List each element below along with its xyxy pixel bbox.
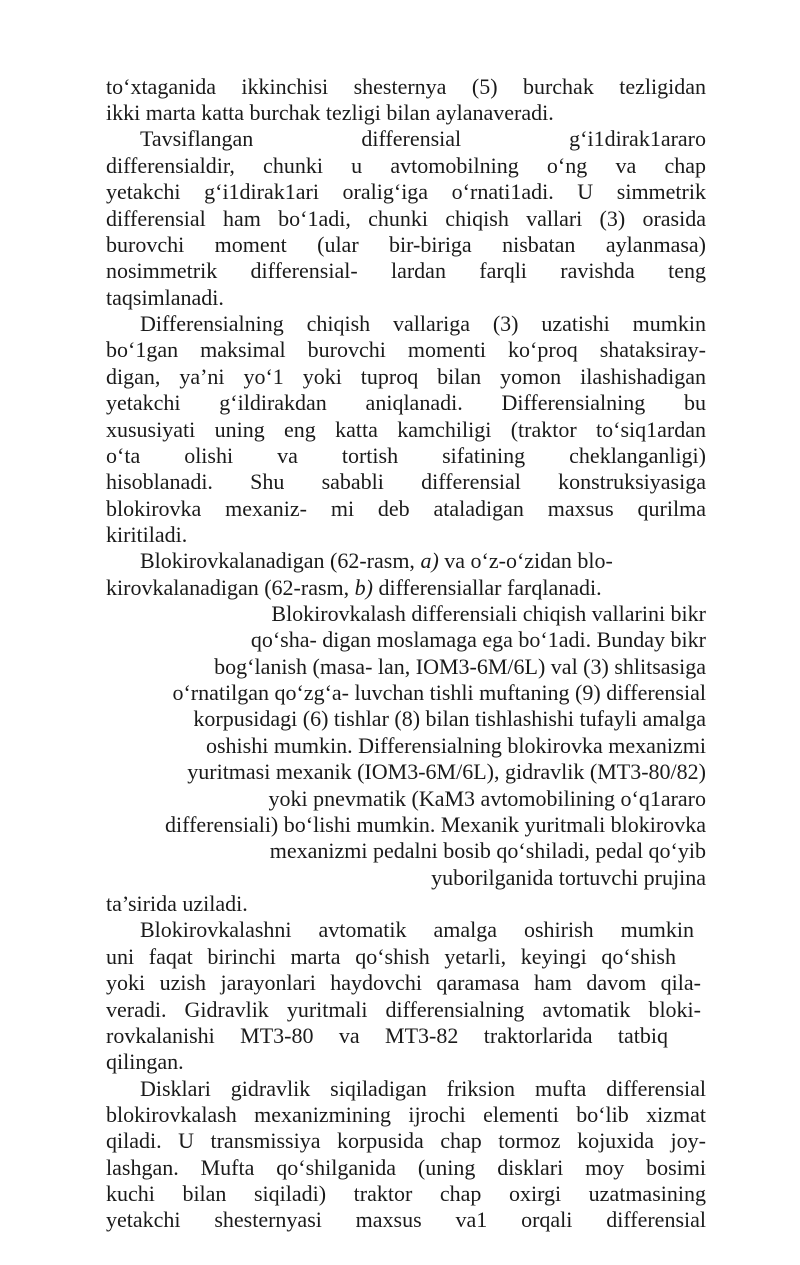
text-line: o‘rnatilgan qo‘zg‘a- luvchan tishli muftaning (9) differensial <box>172 680 706 705</box>
text-line: yetakchi g‘i1dirak1ari oralig‘iga o‘rnati1adi. U simmetrik <box>106 179 706 204</box>
text-line: qo‘sha- digan moslamaga ega bo‘1adi. Bunday bikr <box>250 627 706 652</box>
text-line: yetakchi g‘ildirakdan aniqlanadi. Differensialning bu <box>106 390 706 415</box>
paragraph-start: Disklari gidravlik siqiladigan friksion mufta differensial <box>140 1076 706 1101</box>
figure-ref-a: a) <box>420 548 439 573</box>
text-line: kuchi bilan siqiladi) traktor chap oxirgi uzatmasining <box>106 1181 706 1206</box>
text-line: qiladi. U transmissiya korpusida chap tormoz kojuxida joy- <box>106 1128 706 1153</box>
text-line: korpusidagi (6) tishlar (8) bilan tishlashishi tufayli amalga <box>193 706 706 731</box>
paragraph-start <box>140 548 706 574</box>
text-line: bo‘1gan maksimal burovchi momenti ko‘proq shataksiray- <box>106 337 706 362</box>
paragraph-start: Blokirovkalashni avtomatik amalga oshirish mumkin <box>140 917 694 942</box>
paragraph-start: Differensialning chiqish vallariga (3) uzatishi mumkin <box>140 311 706 336</box>
text-line: hisoblanadi. Shu sababli differensial konstruksiyasiga <box>106 469 706 494</box>
text-line: taqsimlanadi. <box>106 285 224 310</box>
text-line: ikki marta katta burchak tezligi bilan aylanaveradi. <box>106 100 554 125</box>
text-line: yoki pnevmatik (KaM3 avtomobilining o‘q1araro <box>268 786 706 811</box>
text-line: oshishi mumkin. Differensialning blokirovka mexanizmi <box>205 733 706 758</box>
text-line: lashgan. Mufta qo‘shilganida (uning disklari moy bosimi <box>106 1155 706 1180</box>
text-line: yoki uzish jarayonlari haydovchi qaramasa ham davom qila- <box>106 970 701 995</box>
text-line: o‘ta olishi va tortish sifatining cheklanganligi) <box>106 443 706 468</box>
text-segment: va o‘z-o‘zidan blo- <box>444 548 613 573</box>
text-segment: differensiallar farqlanadi. <box>378 575 602 600</box>
text-line: yuborilganida tortuvchi prujina <box>431 865 706 890</box>
text-line: yetakchi shesternyasi maxsus va1 orqali differensial <box>106 1207 706 1232</box>
text-line: Blokirovkalash differensiali chiqish vallarini bikr <box>271 601 706 626</box>
paragraph-start: Tavsiflangan differensial g‘i1dirak1araro <box>140 126 706 151</box>
text-line: qilingan. <box>106 1049 184 1074</box>
text-segment: kirovkalanadigan (62-rasm, <box>106 575 350 600</box>
text-line: yuritmasi mexanik (IOM3-6M/6L), gidravlik (MT3-80/82) <box>187 759 706 784</box>
text-line: rovkalanishi MT3-80 va MT3-82 traktorlarida tatbiq <box>106 1023 668 1048</box>
text-line: nosimmetrik differensial- lardan farqli ravishda teng <box>106 258 706 283</box>
text-line: xususiyati uning eng katta kamchiligi (traktor to‘siq1ardan <box>106 417 706 442</box>
text-line: kiritiladi. <box>106 522 188 547</box>
figure-ref-b: b) <box>354 575 373 600</box>
text-line: differensialdir, chunki u avtomobilning o‘ng va chap <box>106 153 706 178</box>
text-line <box>106 575 706 601</box>
text-line: blokirovka mexaniz- mi deb ataladigan maxsus qurilma <box>106 496 706 521</box>
text-line: differensiali) bo‘lishi mumkin. Mexanik yuritmali blokirovka <box>165 812 706 837</box>
text-line: digan, ya’ni yo‘1 yoki tuproq bilan yomon ilashishadigan <box>106 364 706 389</box>
text-segment: Blokirovkalanadigan (62-rasm, <box>140 548 415 573</box>
text-line: blokirovkalash mexanizmining ijrochi elementi bo‘lib xizmat <box>106 1102 706 1127</box>
text-line: mexanizmi pedalni bosib qo‘shiladi, pedal qo‘yib <box>269 838 706 863</box>
text-line: ta’sirida uziladi. <box>106 891 248 916</box>
text-line: burovchi moment (ular bir-biriga nisbatan aylanmasa) <box>106 232 706 257</box>
text-line: differensial ham bo‘1adi, chunki chiqish vallari (3) orasida <box>106 206 706 231</box>
text-line: to‘xtaganida ikkinchisi shesternya (5) burchak tezligidan <box>106 74 706 99</box>
text-line: veradi. Gidravlik yuritmali differensialning avtomatik bloki- <box>106 997 701 1022</box>
text-line: bog‘lanish (masa- lan, IOM3-6M/6L) val (3) shlitsasiga <box>214 654 706 679</box>
text-line: uni faqat birinchi marta qo‘shish yetarli, keyingi qo‘shish <box>106 944 676 969</box>
